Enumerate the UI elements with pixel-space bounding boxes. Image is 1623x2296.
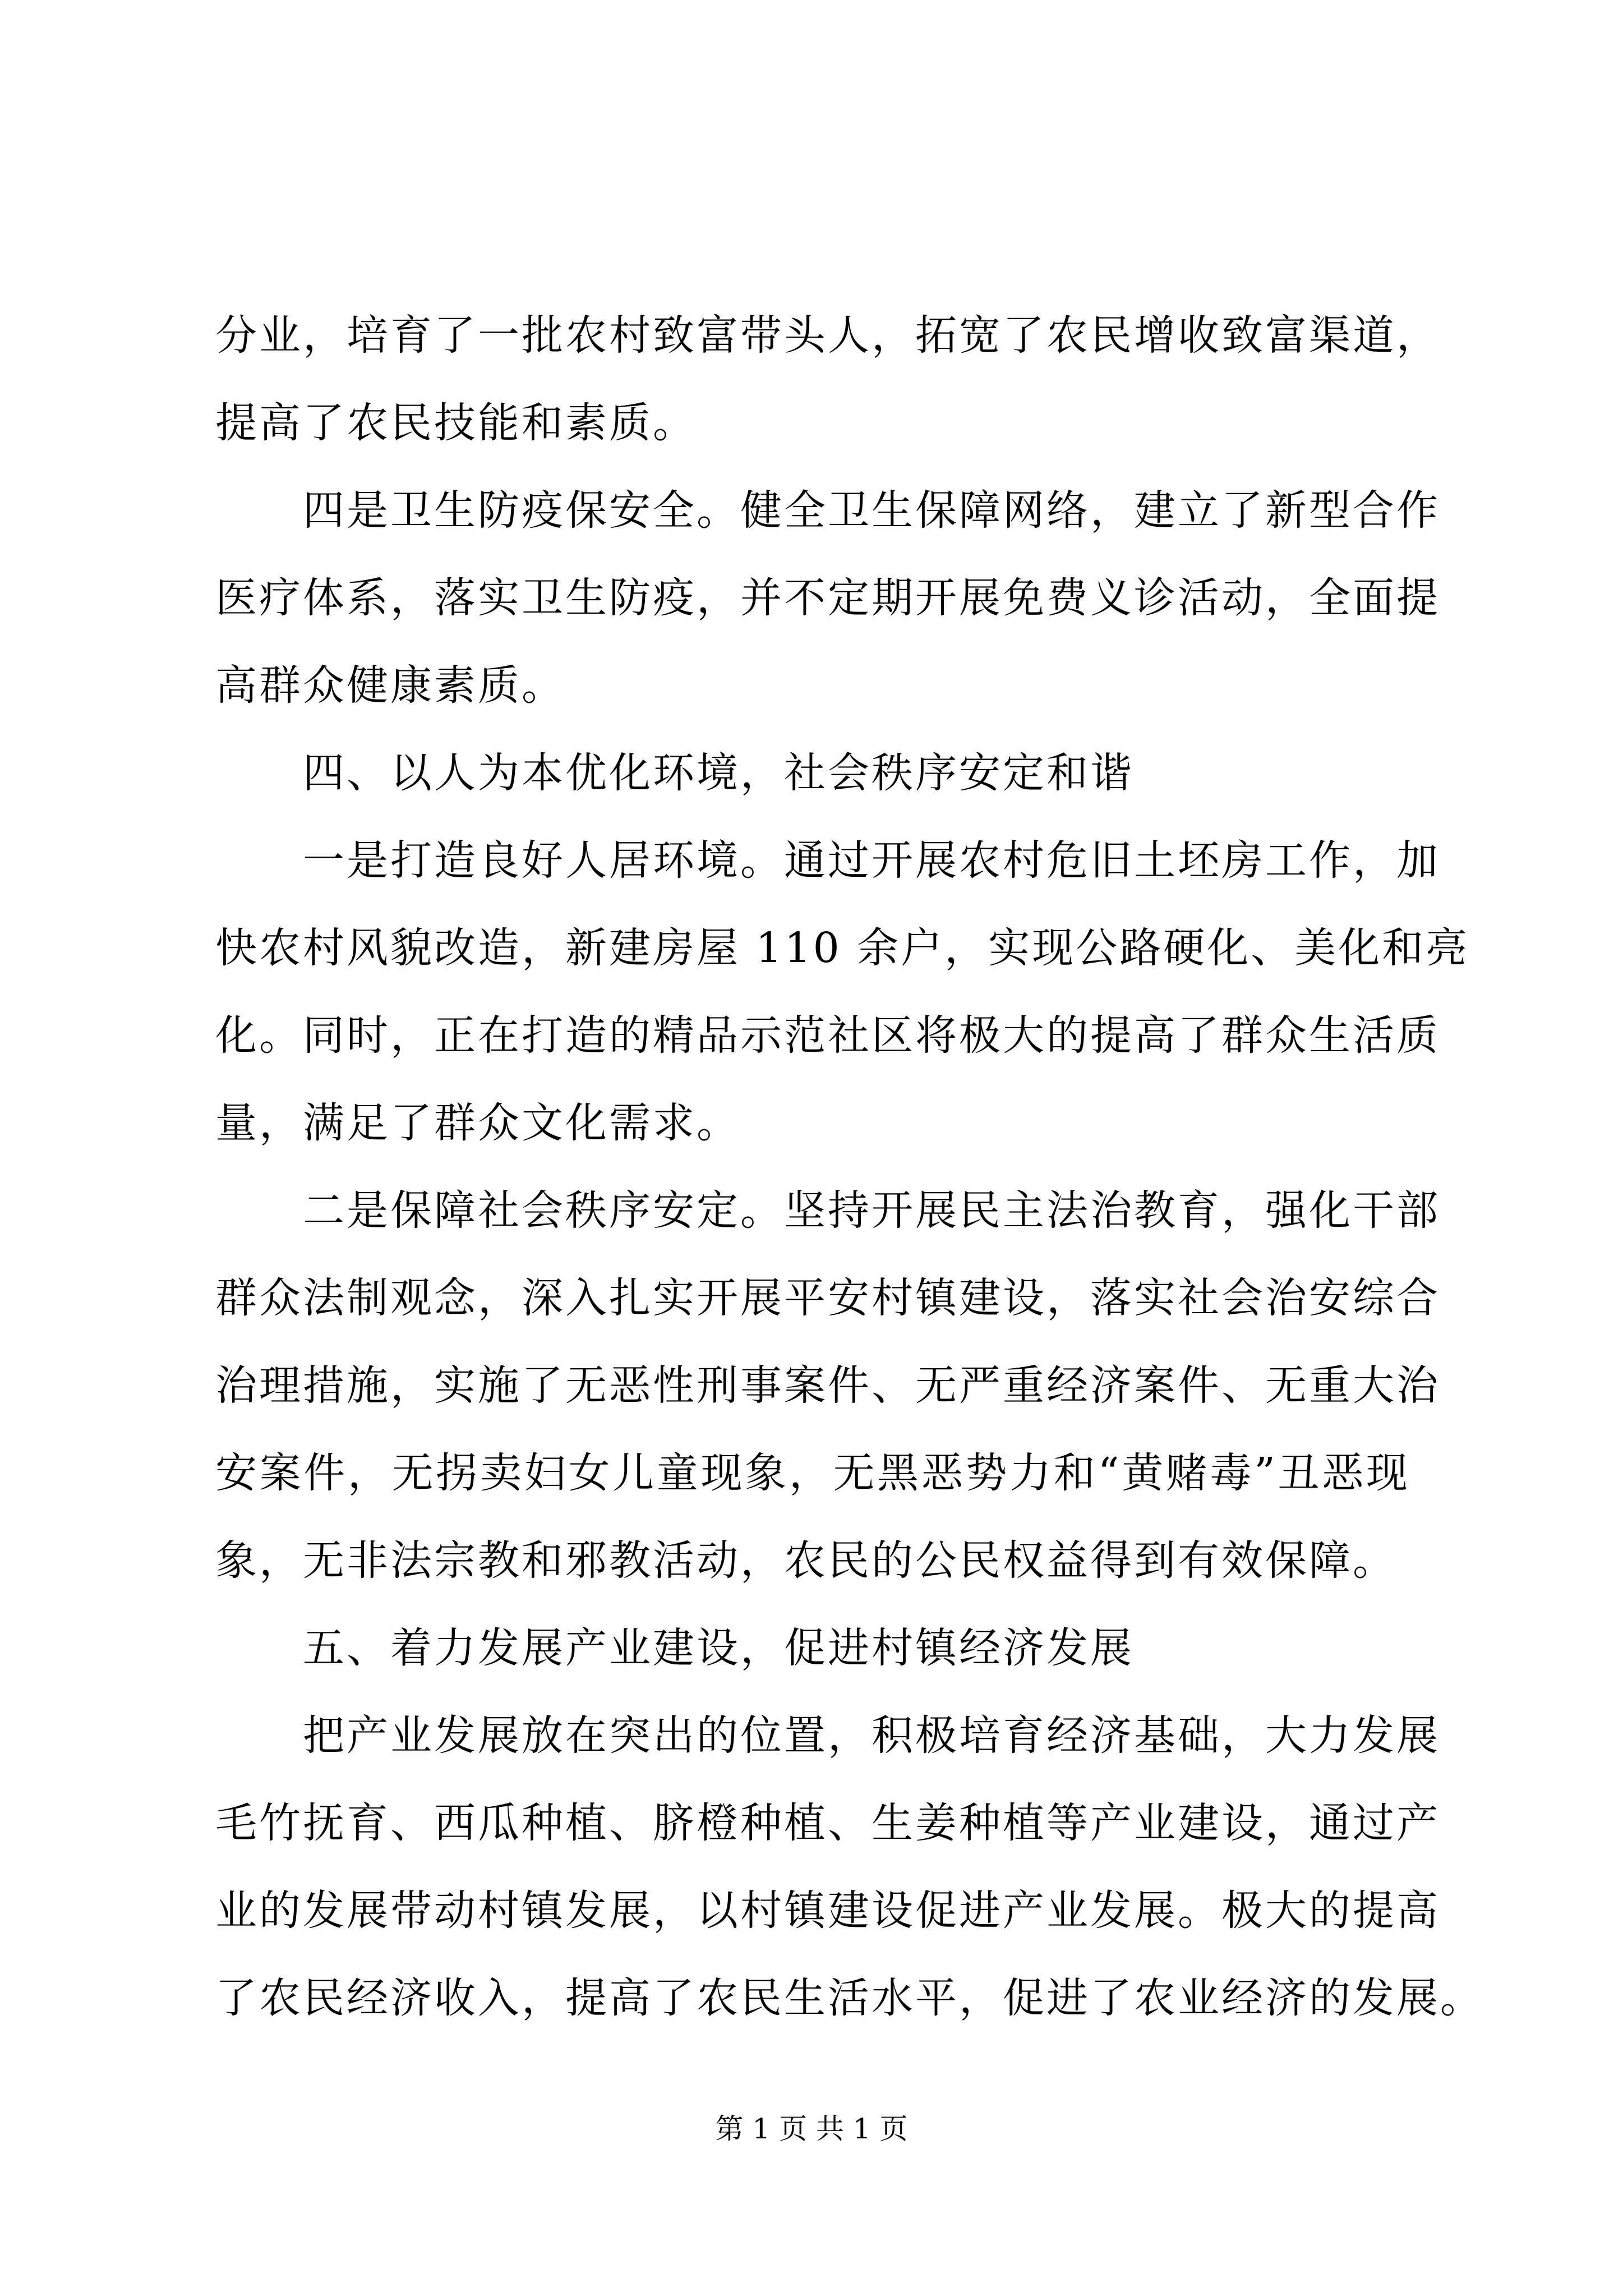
body-line: 了农民经济收入，提高了农民生活水平，促进了农业经济的发展。 <box>215 1974 1484 2022</box>
body-line: 快农村风貌改造，新建房屋 110 余户，实现公路硬化、美化和亮 <box>215 924 1470 972</box>
paragraph-start-line: 二是保障社会秩序安定。坚持开展民主法治教育，强化干部 <box>303 1186 1440 1235</box>
body-line: 提高了农民技能和素质。 <box>215 399 697 447</box>
body-line: 群众法制观念，深入扎实开展平安村镇建设，落实社会治安综合 <box>215 1274 1440 1322</box>
body-line: 业的发展带动村镇发展，以村镇建设促进产业发展。极大的提高 <box>215 1887 1440 1935</box>
document-body <box>215 292 1484 2042</box>
section-heading: 四、以人为本优化环境，社会秩序安定和谐 <box>303 749 1134 797</box>
section-heading: 五、着力发展产业建设，促进村镇经济发展 <box>303 1624 1134 1672</box>
body-line: 毛竹抚育、西瓜种植、脐橙种植、生姜种植等产业建设，通过产 <box>215 1799 1440 1847</box>
body-line: 安案件，无拐卖妇女儿童现象，无黑恶势力和“黄赌毒”丑恶现 <box>215 1449 1410 1497</box>
body-line: 医疗体系，落实卫生防疫，并不定期开展免费义诊活动，全面提 <box>215 574 1440 622</box>
paragraph-start-line: 四是卫生防疫保安全。健全卫生保障网络，建立了新型合作 <box>303 486 1440 535</box>
body-line: 高群众健康素质。 <box>215 661 565 710</box>
paragraph-start-line: 把产业发展放在突出的位置，积极培育经济基础，大力发展 <box>303 1711 1440 1760</box>
body-line: 象，无非法宗教和邪教活动，农民的公民权益得到有效保障。 <box>215 1536 1396 1585</box>
body-line: 量，满足了群众文化需求。 <box>215 1099 740 1147</box>
body-line: 分业，培育了一批农村致富带头人，拓宽了农民增收致富渠道， <box>215 311 1440 360</box>
body-line: 治理措施，实施了无恶性刑事案件、无严重经济案件、无重大治 <box>215 1361 1440 1410</box>
paragraph-start-line: 一是打造良好人居环境。通过开展农村危旧土坯房工作，加 <box>303 836 1440 885</box>
body-line: 化。同时，正在打造的精品示范社区将极大的提高了群众生活质 <box>215 1011 1440 1060</box>
page-number-footer: 第 1 页 共 1 页 <box>715 2113 908 2145</box>
